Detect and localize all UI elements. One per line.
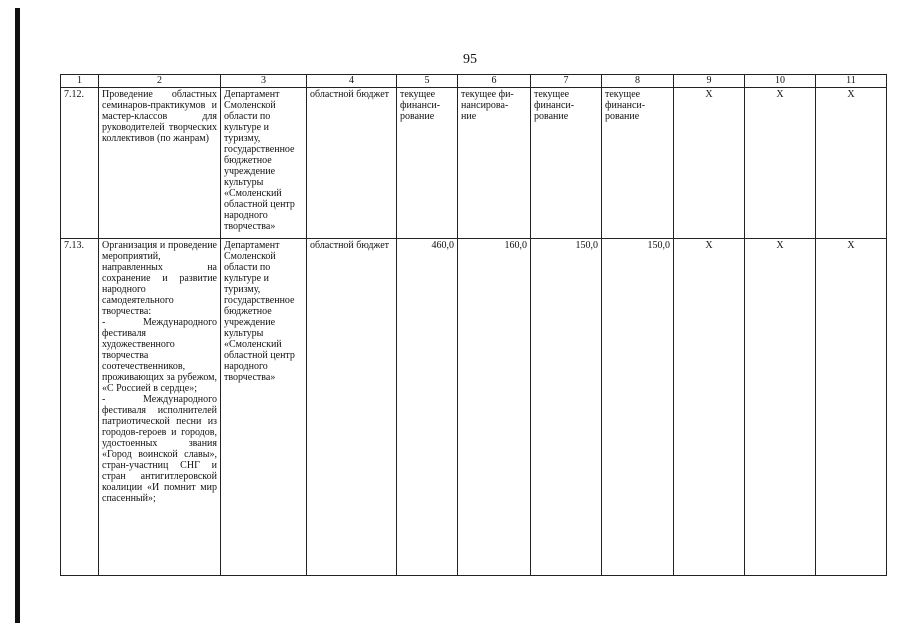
value-col-9: Х (674, 88, 745, 239)
funding-col-8: текущее финанси- рование (602, 88, 674, 239)
funding-col-7: 150,0 (531, 239, 602, 576)
table-row (61, 239, 887, 576)
value-col-9: Х (674, 239, 745, 576)
executor: Департамент Смоленской области по культуре и туризму, государственное бюджетное учреждение культуры «Смоленский областной центр народного творчества» (221, 239, 307, 576)
budget-table (60, 74, 887, 576)
funding-col-7: текущее финанси- рование (531, 88, 602, 239)
event-description: Организация и проведение мероприятий, направленных на сохранение и развитие народного самодеятельного творчества: - Международного фестиваля художественного творчества соотечественников, проживающих за рубежом, «С Россией в сердце»; - Международного фестиваля исполнителей патриотической песни из городов-героев и городов, удостоенных звания «Город воинской славы», стран-участниц СНГ и стран антигитлеровской коалиции «И помнит мир спасенный»; (99, 239, 221, 576)
table-row (61, 88, 887, 239)
col-header-6: 6 (458, 75, 531, 88)
funding-source: областной бюджет (307, 88, 397, 239)
funding-source: областной бюджет (307, 239, 397, 576)
col-header-5: 5 (397, 75, 458, 88)
column-number-row (61, 75, 887, 88)
col-header-8: 8 (602, 75, 674, 88)
col-header-9: 9 (674, 75, 745, 88)
event-description: Проведение областных семинаров-практикумов и мастер-классов для руководителей творческих коллективов (по жанрам) (99, 88, 221, 239)
funding-col-5: 460,0 (397, 239, 458, 576)
col-header-7: 7 (531, 75, 602, 88)
row-number: 7.12. (61, 88, 99, 239)
row-number: 7.13. (61, 239, 99, 576)
col-header-11: 11 (816, 75, 887, 88)
value-col-11: Х (816, 239, 887, 576)
value-col-10: Х (745, 88, 816, 239)
col-header-2: 2 (99, 75, 221, 88)
funding-col-5: текущее финанси- рование (397, 88, 458, 239)
funding-col-6: текущее фи- нансирова- ние (458, 88, 531, 239)
col-header-3: 3 (221, 75, 307, 88)
col-header-1: 1 (61, 75, 99, 88)
funding-col-6: 160,0 (458, 239, 531, 576)
col-header-10: 10 (745, 75, 816, 88)
col-header-4: 4 (307, 75, 397, 88)
executor: Департамент Смоленской области по культуре и туризму, государственное бюджетное учреждение культуры «Смоленский областной центр народного творчества» (221, 88, 307, 239)
page-number: 95 (463, 52, 477, 67)
funding-col-8: 150,0 (602, 239, 674, 576)
value-col-11: Х (816, 88, 887, 239)
value-col-10: Х (745, 239, 816, 576)
left-edge-bar (15, 8, 20, 623)
